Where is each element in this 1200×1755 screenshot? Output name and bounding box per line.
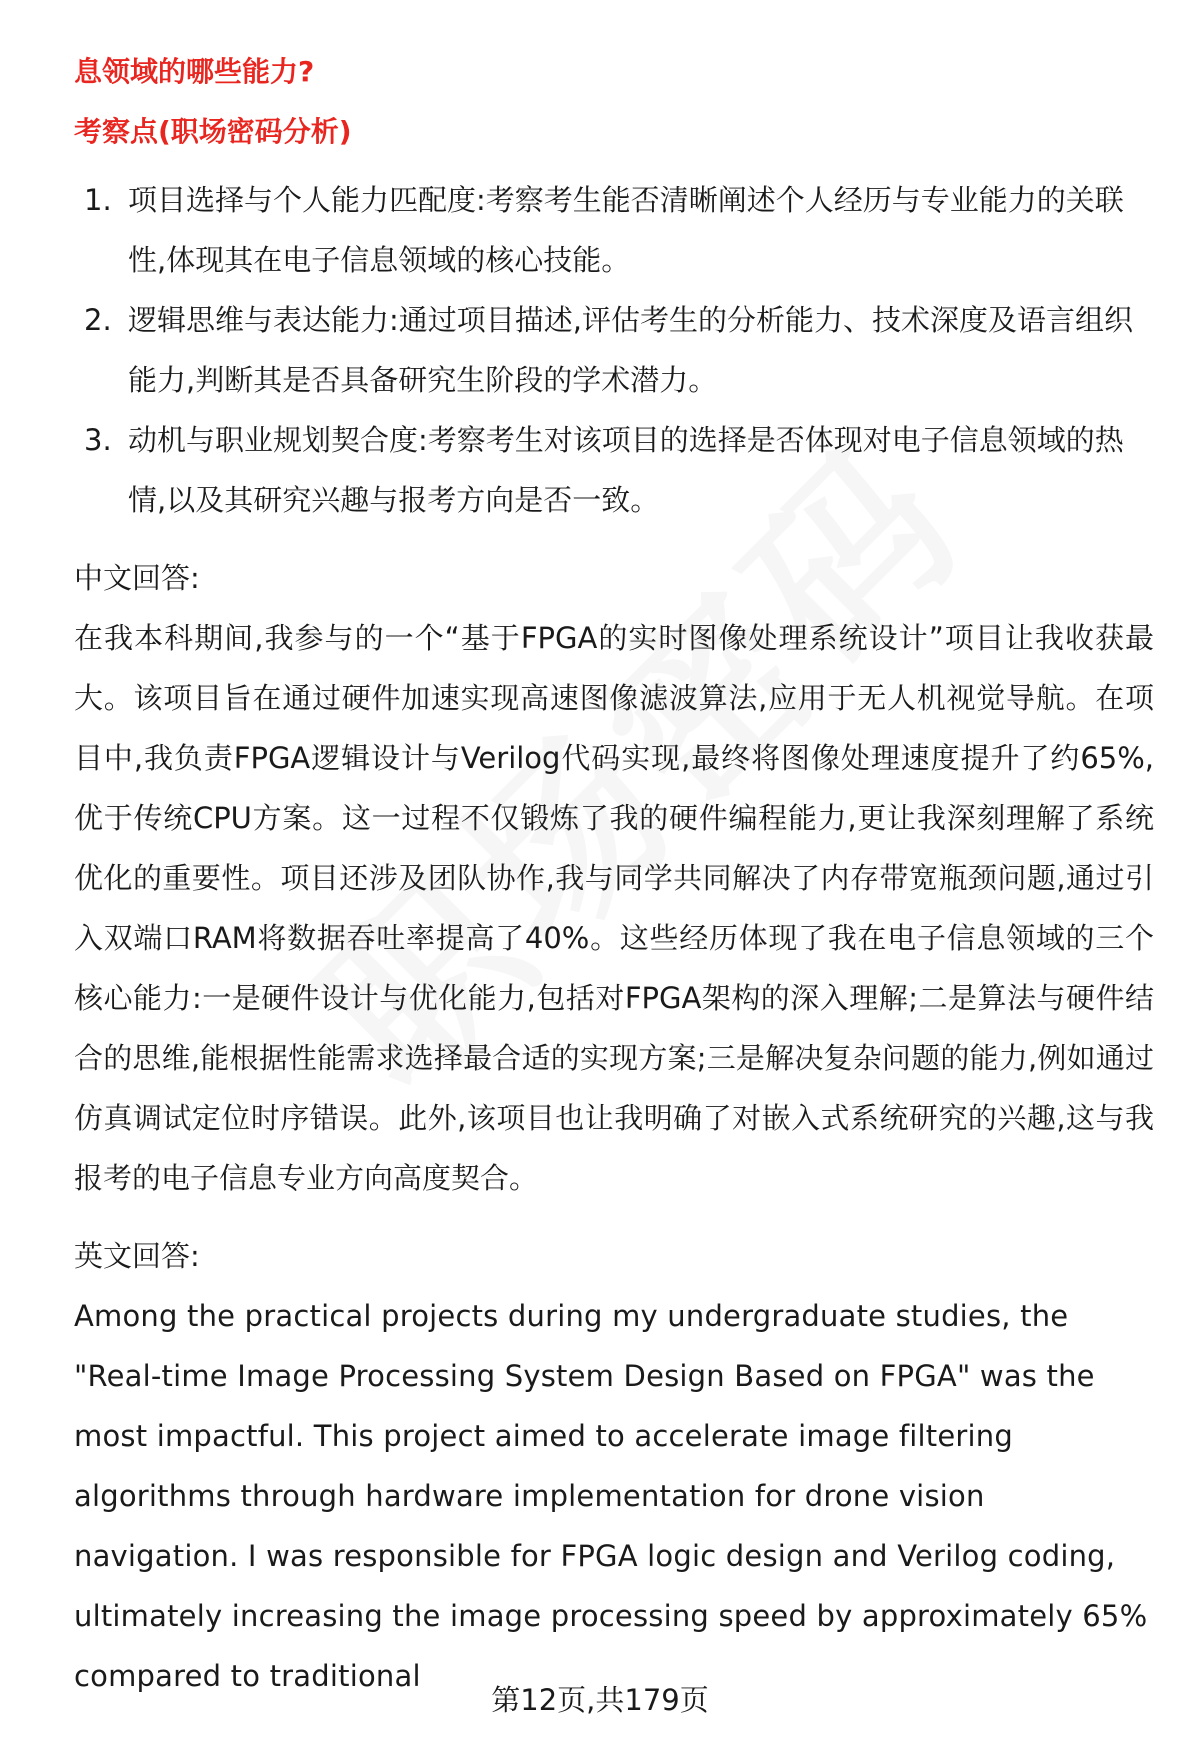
list-item-number: 1. bbox=[84, 183, 112, 217]
question-heading: 息领域的哪些能力? bbox=[74, 55, 315, 88]
list-item bbox=[74, 290, 1154, 410]
chinese-answer-text: 在我本科期间,我参与的一个“基于FPGA的实时图像处理系统设计”项目让我收获最大。该项目旨在通过硬件加速实现高速图像滤波算法,应用于无人机视觉导航。在项目中,我负责FPGA逻辑设计与Verilog代码实现,最终将图像处理速度提升了约65%,优于传统CPU方案。这一过程不仅锻炼了我的硬件编程能力,更让我深刻理解了系统优化的重要性。项目还涉及团队协作,我与同学共同解决了内存带宽瓶颈问题,通过引入双端口RAM将数据吞吐率提高了40%。这些经历体现了我在电子信息领域的三个核心能力:一是硬件设计与优化能力,包括对FPGA架构的深入理解;二是算法与硬件结合的思维,能根据性能需求选择最合适的实现方案;三是解决复杂问题的能力,例如通过仿真调试定位时序错误。此外,该项目也让我明确了对嵌入式系统研究的兴趣,这与我报考的电子信息专业方向高度契合。 bbox=[74, 621, 1154, 1195]
english-answer-text: Among the practical projects during my undergraduate studies, the "Real-time Image Processing System Design Based on FPGA" was the most impactful. This project aimed to accelerate image filtering algorithms through hardware implementation for drone vision navigation. I was responsible for FPGA logic design and Verilog coding, ultimately increasing the image processing speed by approximately 65% compared to traditional bbox=[74, 1299, 1148, 1693]
list-item-number: 2. bbox=[84, 303, 112, 337]
page-number-footer: 第12页,共179页 bbox=[491, 1683, 709, 1717]
chinese-answer-label: 中文回答: bbox=[74, 561, 200, 595]
list-item-number: 3. bbox=[84, 423, 112, 457]
list-item-text: 逻辑思维与表达能力:通过项目描述,评估考生的分析能力、技术深度及语言组织能力,判断其是否具备研究生阶段的学术潜力。 bbox=[128, 303, 1133, 397]
list-item bbox=[74, 410, 1154, 530]
page-content bbox=[74, 52, 1154, 1706]
list-item-text: 项目选择与个人能力匹配度:考察考生能否清晰阐述个人经历与专业能力的关联性,体现其在电子信息领域的核心技能。 bbox=[128, 183, 1124, 277]
list-item bbox=[74, 170, 1154, 290]
english-answer-label: 英文回答: bbox=[74, 1239, 200, 1273]
assessment-points-heading: 考察点(职场密码分析) bbox=[74, 115, 352, 148]
assessment-points-list bbox=[74, 170, 1154, 530]
list-item-text: 动机与职业规划契合度:考察考生对该项目的选择是否体现对电子信息领域的热情,以及其研究兴趣与报考方向是否一致。 bbox=[128, 423, 1124, 517]
